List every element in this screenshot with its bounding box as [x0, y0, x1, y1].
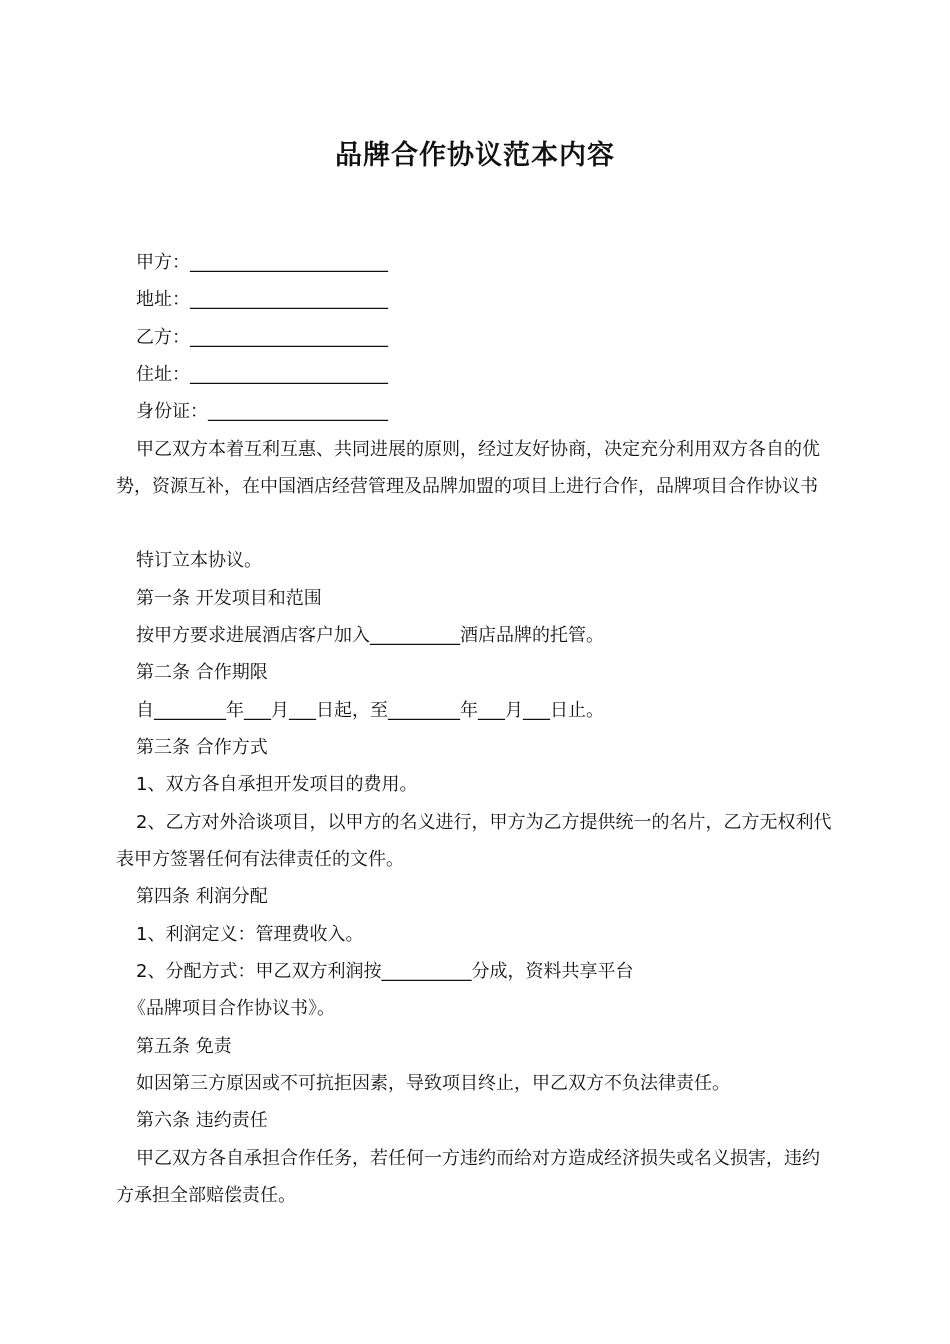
document-title: 品牌合作协议范本内容 — [335, 140, 615, 171]
intro-closing: 特订立本协议。 — [136, 550, 262, 571]
intro-paragraph: 甲乙双方本着互利互惠、共同进展的原则，经过友好协商，决定充分利用双方各自的优势，资源互补，在中国酒店经营管理及品牌加盟的项目上进行合作，品牌项目合作协议书 — [116, 439, 820, 497]
party-a-field: 甲方：______________________ — [136, 252, 388, 273]
article-4-heading: 第四条 利润分配 — [136, 886, 268, 907]
article-4-item-2: 2、分配方式：甲乙双方利润按__________分成，资料共享平台 — [136, 961, 634, 982]
address-field: 地址：______________________ — [136, 289, 388, 310]
article-4-item-2-continued: 《品牌项目合作协议书》。 — [128, 998, 335, 1019]
article-5-body: 如因第三方原因或不可抗拒因素，导致项目终止，甲乙双方不负法律责任。 — [136, 1073, 730, 1094]
article-2-body: 自________年___月___日起，至________年___月___日止。 — [136, 700, 604, 721]
article-2-heading: 第二条 合作期限 — [136, 662, 268, 683]
id-card-field: 身份证：____________________ — [136, 401, 388, 422]
article-6-heading: 第六条 违约责任 — [136, 1110, 268, 1131]
article-3-item-1: 1、双方各自承担开发项目的费用。 — [136, 774, 418, 795]
article-6-body: 甲乙双方各自承担合作任务，若任何一方违约而给对方造成经济损失或名义损害，违约方承担全部赔偿责任。 — [116, 1148, 820, 1206]
residence-field: 住址：______________________ — [136, 364, 388, 385]
article-1-body: 按甲方要求进展酒店客户加入__________酒店品牌的托管。 — [136, 625, 604, 646]
article-1-heading: 第一条 开发项目和范围 — [136, 588, 322, 609]
article-5-heading: 第五条 免责 — [136, 1036, 232, 1057]
article-4-item-1: 1、利润定义：管理费收入。 — [136, 924, 364, 945]
article-3-item-2: 2、乙方对外洽谈项目，以甲方的名义进行，甲方为乙方提供统一的名片，乙方无权利代表甲方签署任何有法律责任的文件。 — [116, 812, 832, 870]
party-b-field: 乙方：______________________ — [136, 327, 388, 348]
article-3-heading: 第三条 合作方式 — [136, 737, 268, 758]
